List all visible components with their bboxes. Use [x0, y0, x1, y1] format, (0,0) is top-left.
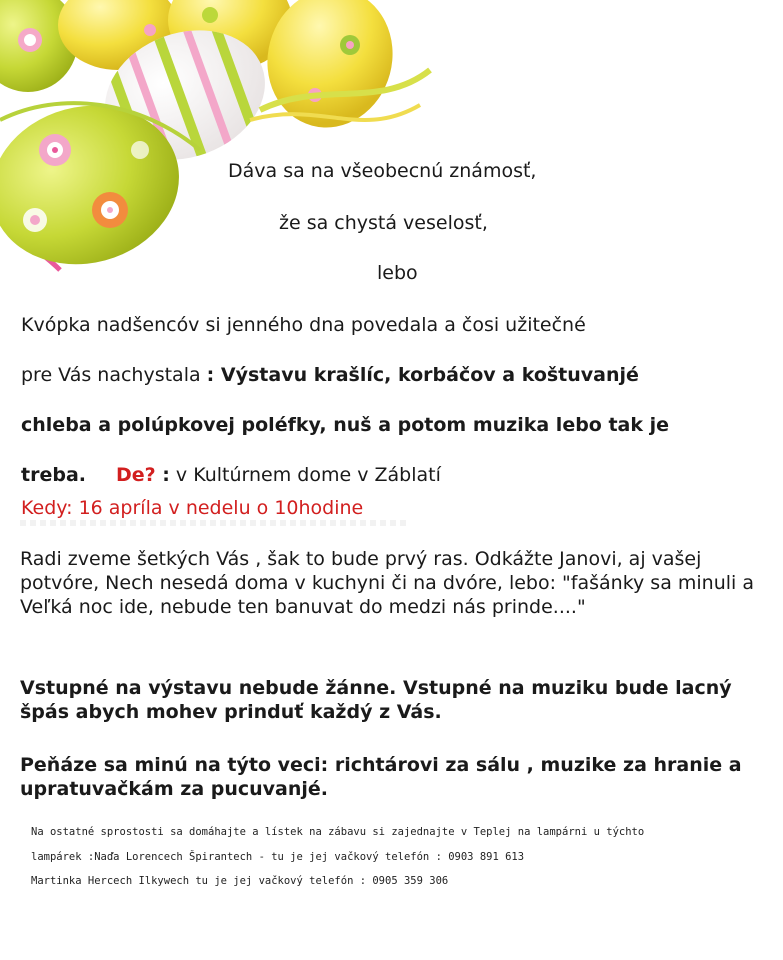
footer-line-1: Na ostatné sprostosti sa domáhajte a lístek na zábavu si zajednajte v Teplej na lampárni u týchto [31, 826, 645, 838]
entry-paragraph: Vstupné na výstavu nebude žánne. Vstupné na muziku bude lacný špás abych mohev prinduť každý z Vás. [20, 677, 732, 723]
when-line: Kedy: 16 apríla v nedelu o 10hodine [21, 497, 364, 519]
where-value: v Kultúrnem dome v Záblatí [169, 464, 441, 486]
announcement-line-2 [21, 364, 639, 386]
invite-paragraph: Radi zveme šetkých Vás , šak to bude prvý ras. Odkážte Janovi, aj vašej potvóre, Nech nesedá doma v kuchyni či na dvóre, lebo: "fašánky sa minuli a Veľká noc ide, nebude ten banuvat do medzi nás prinde...." [20, 548, 755, 618]
intro-line-2: že sa chystá veselosť, [279, 212, 488, 234]
faded-divider [20, 520, 410, 526]
announcement-line-2-normal: pre Vás nachystala [21, 364, 207, 386]
footer-line-2: lampárek :Naďa Lorencech Špirantech - tu je jej vačkový telefón : 0903 891 613 [31, 851, 525, 863]
where-label: De? [115, 464, 156, 486]
treba-text: treba. [21, 464, 86, 486]
announcement-line-1: Kvópka nadšencóv si jenného dna povedala a čosi užitečné [21, 314, 586, 336]
footer-line-3: Martinka Hercech Ilkywech tu je jej vačkový telefón : 0905 359 306 [31, 875, 449, 887]
announcement-line-4 [21, 464, 441, 486]
easter-eggs-image [0, 0, 450, 285]
announcement-line-2-bold: : Výstavu krašlíc, korbáčov a koštuvanjé [206, 364, 639, 386]
money-paragraph: Peňáze sa minú na týto veci: richtárovi za sálu , muzike za hranie a upratuvačkám za pucuvanjé. [20, 754, 742, 800]
intro-line-1: Dáva sa na všeobecnú známosť, [228, 160, 537, 182]
announcement-line-3: chleba a polúpkovej poléfky, nuš a potom muzika lebo tak je [21, 414, 670, 436]
intro-line-3: lebo [377, 262, 418, 284]
where-colon: : [155, 464, 170, 486]
